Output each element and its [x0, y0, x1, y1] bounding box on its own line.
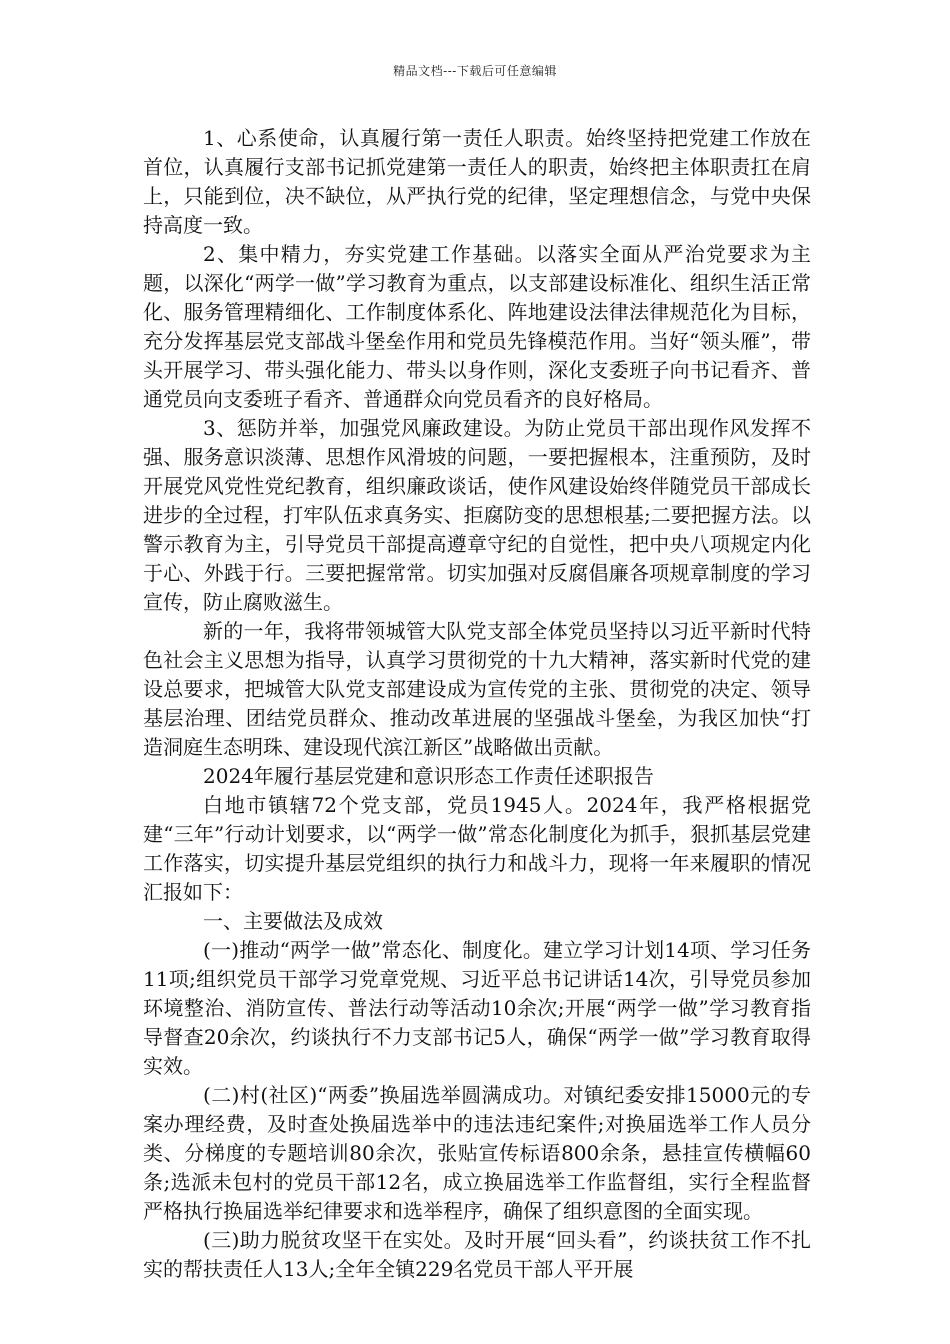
paragraph-duty: 1、心系使命，认真履行第一责任人职责。始终坚持把党建工作放在首位，认真履行支部书记抓党建第一责任人的职责，始终把主体职责扛在肩上，只能到位，决不缺位，从严执行党的纪律，坚定理想信念，与党中央保持高度一致。 [143, 126, 811, 237]
paragraph-item-1: (一)推动“两学一做”常态化、制度化。建立学习计划14项、学习任务11项;组织党员干部学习党章党规、习近平总书记讲话14次，引导党员参加环境整治、消防宣传、普法行动等活动10余次;开展“两学一做”学习教育指导督查20余次，约谈执行不力支部书记5人，确保“两学一做”学习教育取得实效。 [143, 938, 811, 1078]
report-title: 2024年履行基层党建和意识形态工作责任述职报告 [203, 764, 654, 788]
document-body [143, 124, 811, 1284]
paragraph-foundation: 2、集中精力，夯实党建工作基础。以落实全面从严治党要求为主题，以深化“两学一做”学习教育为重点，以支部建设标准化、组织生活正常化、服务管理精细化、工作制度体系化、阵地建设法律法律规范化为目标，充分发挥基层党支部战斗堡垒作用和党员先锋模范作用。当好“领头雁”，带头开展学习、带头强化能力、带头以身作则，深化支委班子向书记看齐、普通党员向支委班子看齐、普通群众向党员看齐的良好格局。 [143, 242, 811, 411]
section-heading: 一、主要做法及成效 [203, 909, 383, 933]
paragraph-item-2: (二)村(社区)“两委”换届选举圆满成功。对镇纪委安排15000元的专案办理经费，及时查处换届选举中的违法违纪案件;对换届选举工作人员分类、分梯度的专题培训80余次，张贴宣传标语800余条，悬挂宣传横幅60条;选派未包村的党员干部12名，成立换届选举工作监督组，实行全程监督严格执行换届选举纪律要求和选举程序，确保了组织意图的全面实现。 [143, 1083, 811, 1223]
paragraph-integrity: 3、惩防并举，加强党风廉政建设。为防止党员干部出现作风发挥不强、服务意识淡薄、思想作风滑坡的问题，一要把握根本，注重预防，及时开展党风党性党纪教育，组织廉政谈话，使作风建设始终伴随党员干部成长进步的全过程，打牢队伍求真务实、拒腐防变的思想根基;二要把握方法。以警示教育为主，引导党员干部提高遵章守纪的自觉性，把中央八项规定内化于心、外践于行。三要把握常常。切实加强对反腐倡廉各项规章制度的学习宣传，防止腐败滋生。 [143, 416, 811, 614]
paragraph-new-year: 新的一年，我将带领城管大队党支部全体党员坚持以习近平新时代特色社会主义思想为指导，认真学习贯彻党的十九大精神，落实新时代党的建设总要求，把城管大队党支部建设成为宣传党的主张、贯彻党的决定、领导基层治理、团结党员群众、推动改革进展的坚强战斗堡垒，为我区加快“打造洞庭生态明珠、建设现代滨江新区”战略做出贡献。 [143, 619, 811, 759]
paragraph-intro: 白地市镇辖72个党支部，党员1945人。2024年，我严格根据党建“三年”行动计划要求，以“两学一做”常态化制度化为抓手，狠抓基层党建工作落实，切实提升基层党组织的执行力和战斗力，现将一年来履职的情况汇报如下： [143, 793, 811, 904]
paragraph-item-3: (三)助力脱贫攻坚干在实处。及时开展“回头看”，约谈扶贫工作不扎实的帮扶责任人13人;全年全镇229名党员干部人平开展 [143, 1228, 811, 1281]
page-header: 精品文档---下载后可任意编辑 [393, 64, 557, 78]
